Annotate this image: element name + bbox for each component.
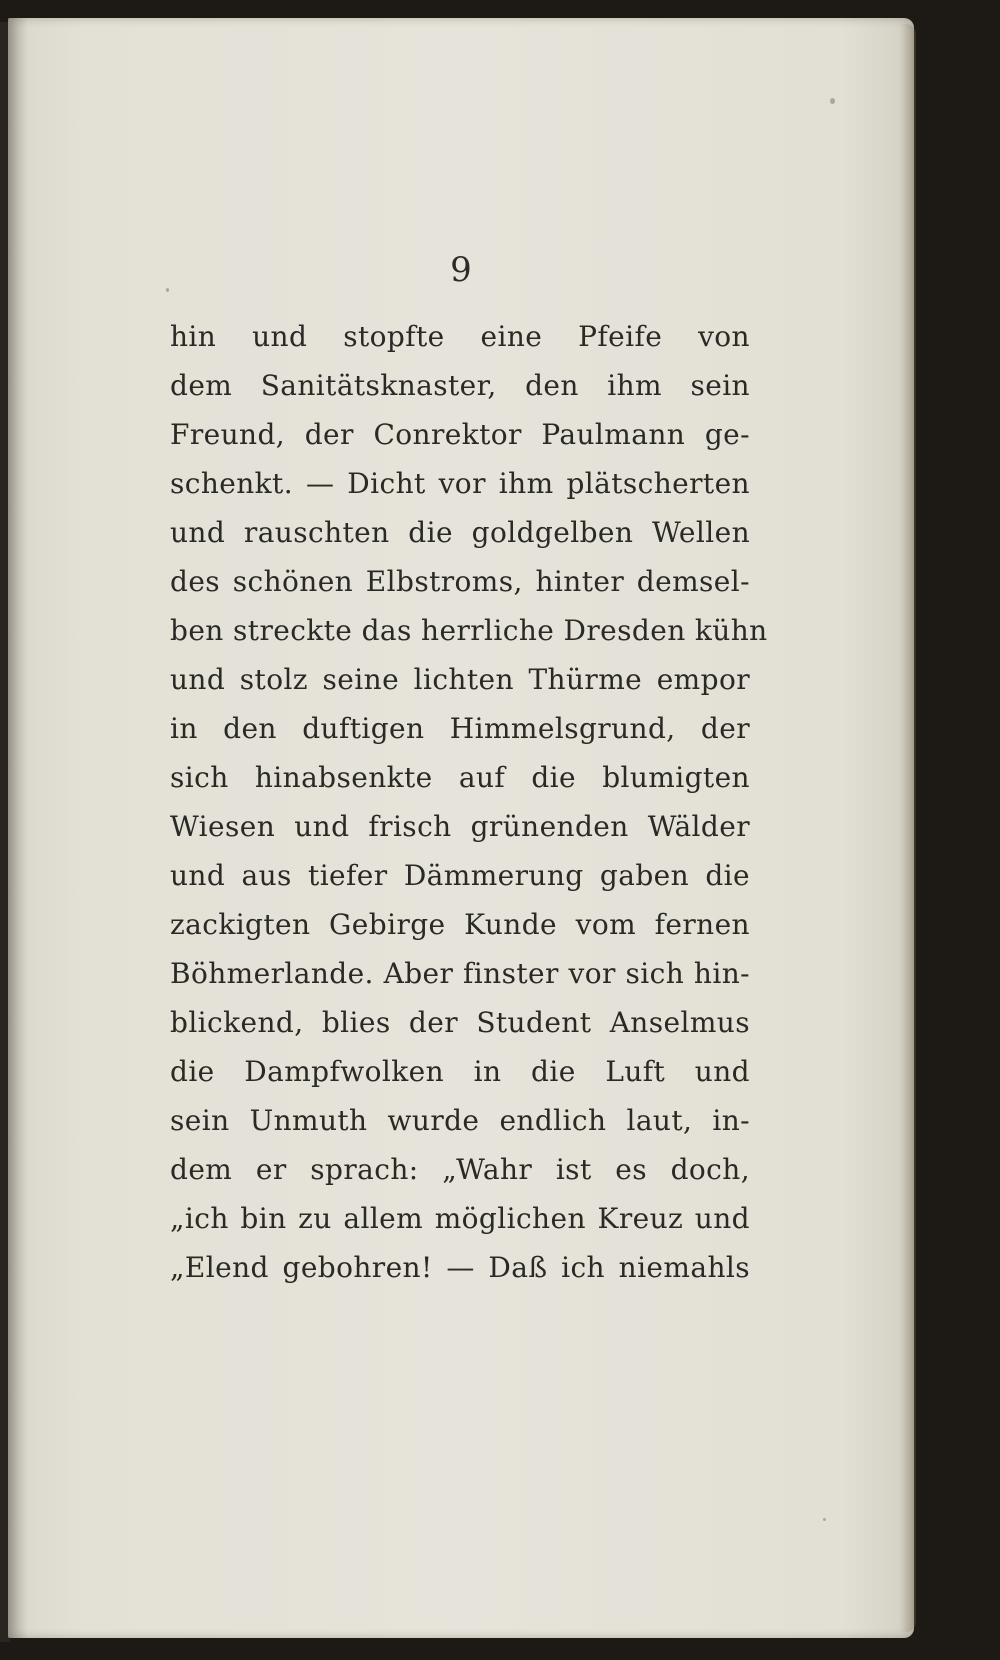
spine-shadow	[8, 18, 28, 1638]
body-text	[170, 312, 768, 1292]
text-line: ben streckte das herrliche Dresden kühn	[170, 614, 768, 647]
text-line: Freund, der Conrektor Paulmann ge-	[170, 418, 750, 451]
text-line: hin und stopfte eine Pfeife von	[170, 320, 750, 353]
text-line: sich hinabsenkte auf die blumigten	[170, 761, 750, 794]
text-line: zackigten Gebirge Kunde vom fernen	[170, 908, 750, 941]
text-line: des schönen Elbstroms, hinter demsel-	[170, 565, 750, 598]
text-line: blickend, blies der Student Anselmus	[170, 1006, 750, 1039]
text-line: „Elend gebohren! — Daß ich niemahls	[170, 1251, 750, 1284]
text-line: dem er sprach: „Wahr ist es doch,	[170, 1153, 750, 1186]
text-line: sein Unmuth wurde endlich laut, in-	[170, 1104, 750, 1137]
book-page	[8, 18, 914, 1638]
paper-speck	[830, 98, 835, 104]
text-line: Wiesen und frisch grünenden Wälder	[170, 810, 750, 843]
text-line: Böhmerlande. Aber finster vor sich hin-	[170, 957, 750, 990]
page-right-edge	[900, 24, 916, 1632]
text-line: und rauschten die goldgelben Wellen	[170, 516, 750, 549]
text-line: dem Sanitätsknaster, den ihm sein	[170, 369, 750, 402]
text-line: schenkt. — Dicht vor ihm plätscherten	[170, 467, 750, 500]
paper-speck	[823, 1518, 826, 1521]
text-line: und aus tiefer Dämmerung gaben die	[170, 859, 750, 892]
text-line: die Dampfwolken in die Luft und	[170, 1055, 750, 1088]
text-line: in den duftigen Himmelsgrund, der	[170, 712, 750, 745]
text-line: und stolz seine lichten Thürme empor	[170, 663, 750, 696]
page-number: 9	[450, 250, 472, 290]
text-line: „ich bin zu allem möglichen Kreuz und	[170, 1202, 750, 1235]
paper-speck	[166, 288, 169, 292]
